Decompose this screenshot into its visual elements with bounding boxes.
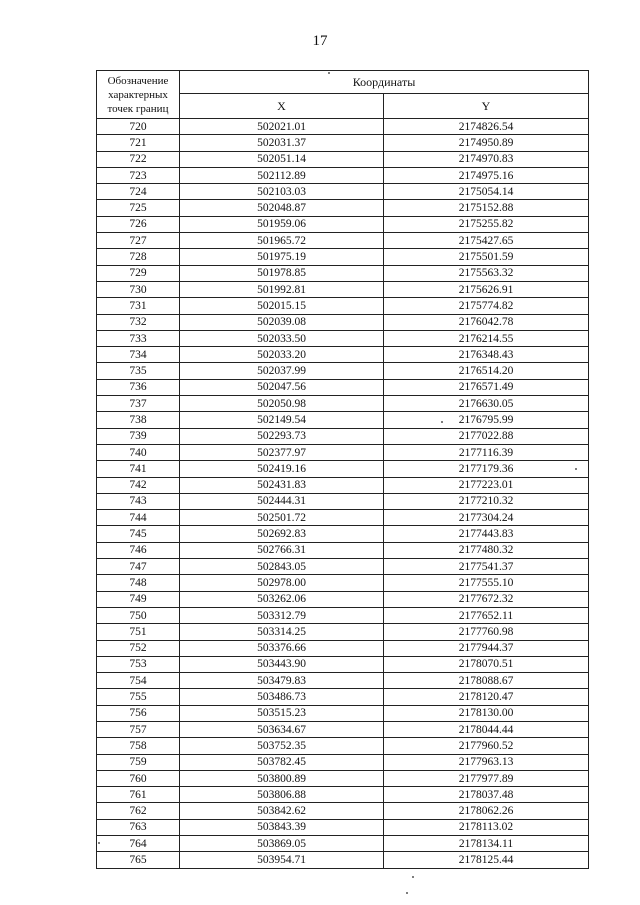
y-coordinate-cell: 2174975.16 [384, 167, 589, 183]
point-number-cell: 753 [97, 656, 180, 672]
y-coordinate-cell: 2178130.00 [384, 705, 589, 721]
x-coordinate-cell: 503486.73 [180, 689, 384, 705]
x-coordinate-cell: 501975.19 [180, 249, 384, 265]
x-coordinate-cell: 502015.15 [180, 298, 384, 314]
table-row [97, 428, 589, 444]
table-row [97, 379, 589, 395]
header-y: Y [384, 94, 589, 119]
point-number-cell: 745 [97, 526, 180, 542]
table-row [97, 265, 589, 281]
table-row [97, 184, 589, 200]
x-coordinate-cell: 502051.14 [180, 151, 384, 167]
table-header [97, 71, 589, 119]
table-row [97, 607, 589, 623]
point-number-cell: 736 [97, 379, 180, 395]
point-number-cell: 732 [97, 314, 180, 330]
point-number-cell: 756 [97, 705, 180, 721]
scan-speck [98, 842, 100, 844]
x-coordinate-cell: 502033.20 [180, 347, 384, 363]
point-number-cell: 761 [97, 787, 180, 803]
point-number-cell: 765 [97, 852, 180, 868]
x-coordinate-cell: 501965.72 [180, 233, 384, 249]
y-coordinate-cell: 2175626.91 [384, 281, 589, 297]
point-number-cell: 725 [97, 200, 180, 216]
y-coordinate-cell: 2177960.52 [384, 738, 589, 754]
x-coordinate-cell: 502112.89 [180, 167, 384, 183]
table-row [97, 803, 589, 819]
x-coordinate-cell: 502766.31 [180, 542, 384, 558]
point-number-cell: 737 [97, 396, 180, 412]
scan-speck [406, 892, 408, 894]
table-row [97, 461, 589, 477]
table-row [97, 656, 589, 672]
y-coordinate-cell: 2178120.47 [384, 689, 589, 705]
y-coordinate-cell: 2175501.59 [384, 249, 589, 265]
scan-speck [412, 876, 414, 878]
y-coordinate-cell: 2178044.44 [384, 721, 589, 737]
x-coordinate-cell: 503869.05 [180, 836, 384, 852]
table-row [97, 787, 589, 803]
point-number-cell: 763 [97, 819, 180, 835]
y-coordinate-cell: 2177179.36 [384, 461, 589, 477]
table-row [97, 591, 589, 607]
point-number-cell: 744 [97, 510, 180, 526]
point-number-cell: 758 [97, 738, 180, 754]
x-coordinate-cell: 502843.05 [180, 559, 384, 575]
x-coordinate-cell: 503312.79 [180, 607, 384, 623]
coordinates-table [96, 70, 589, 869]
x-coordinate-cell: 503479.83 [180, 673, 384, 689]
table-row [97, 249, 589, 265]
x-coordinate-cell: 503954.71 [180, 852, 384, 868]
scan-speck [575, 468, 577, 470]
y-coordinate-cell: 2175152.88 [384, 200, 589, 216]
point-number-cell: 742 [97, 477, 180, 493]
point-number-cell: 726 [97, 216, 180, 232]
x-coordinate-cell: 503800.89 [180, 770, 384, 786]
x-coordinate-cell: 502431.83 [180, 477, 384, 493]
y-coordinate-cell: 2177944.37 [384, 640, 589, 656]
point-number-cell: 741 [97, 461, 180, 477]
page-number: 17 [312, 33, 328, 49]
x-coordinate-cell: 502048.87 [180, 200, 384, 216]
y-coordinate-cell: 2178113.02 [384, 819, 589, 835]
y-coordinate-cell: 2178062.26 [384, 803, 589, 819]
y-coordinate-cell: 2175774.82 [384, 298, 589, 314]
table-row [97, 705, 589, 721]
y-coordinate-cell: 2177480.32 [384, 542, 589, 558]
y-coordinate-cell: 2177304.24 [384, 510, 589, 526]
table-row [97, 281, 589, 297]
point-number-cell: 740 [97, 444, 180, 460]
y-coordinate-cell: 2177555.10 [384, 575, 589, 591]
point-number-cell: 759 [97, 754, 180, 770]
table-row [97, 412, 589, 428]
table-row [97, 836, 589, 852]
table-row [97, 721, 589, 737]
point-number-cell: 760 [97, 770, 180, 786]
y-coordinate-cell: 2177963.13 [384, 754, 589, 770]
point-number-cell: 755 [97, 689, 180, 705]
y-coordinate-cell: 2175563.32 [384, 265, 589, 281]
x-coordinate-cell: 501978.85 [180, 265, 384, 281]
table-row [97, 216, 589, 232]
x-coordinate-cell: 503443.90 [180, 656, 384, 672]
table-row [97, 298, 589, 314]
point-number-cell: 754 [97, 673, 180, 689]
table-row [97, 444, 589, 460]
table-row [97, 330, 589, 346]
point-number-cell: 730 [97, 281, 180, 297]
point-number-cell: 727 [97, 233, 180, 249]
y-coordinate-cell: 2177977.89 [384, 770, 589, 786]
y-coordinate-cell: 2176514.20 [384, 363, 589, 379]
point-number-cell: 733 [97, 330, 180, 346]
y-coordinate-cell: 2178070.51 [384, 656, 589, 672]
point-number-cell: 722 [97, 151, 180, 167]
y-coordinate-cell: 2174826.54 [384, 119, 589, 135]
y-coordinate-cell: 2178125.44 [384, 852, 589, 868]
x-coordinate-cell: 502103.03 [180, 184, 384, 200]
point-number-cell: 723 [97, 167, 180, 183]
point-number-cell: 734 [97, 347, 180, 363]
x-coordinate-cell: 502031.37 [180, 135, 384, 151]
x-coordinate-cell: 502149.54 [180, 412, 384, 428]
x-coordinate-cell: 502047.56 [180, 379, 384, 395]
y-coordinate-cell: 2175054.14 [384, 184, 589, 200]
x-coordinate-cell: 503314.25 [180, 624, 384, 640]
point-number-cell: 739 [97, 428, 180, 444]
table-row [97, 819, 589, 835]
y-coordinate-cell: 2177672.32 [384, 591, 589, 607]
table-row [97, 689, 589, 705]
point-number-cell: 729 [97, 265, 180, 281]
y-coordinate-cell: 2177022.88 [384, 428, 589, 444]
y-coordinate-cell: 2177541.37 [384, 559, 589, 575]
x-coordinate-cell: 503376.66 [180, 640, 384, 656]
x-coordinate-cell: 502021.01 [180, 119, 384, 135]
table-row [97, 493, 589, 509]
table-row [97, 119, 589, 135]
y-coordinate-cell: 2175427.65 [384, 233, 589, 249]
point-number-cell: 751 [97, 624, 180, 640]
y-coordinate-cell: 2176630.05 [384, 396, 589, 412]
point-number-cell: 720 [97, 119, 180, 135]
x-coordinate-cell: 503515.23 [180, 705, 384, 721]
x-coordinate-cell: 502444.31 [180, 493, 384, 509]
table-row [97, 477, 589, 493]
table-row [97, 347, 589, 363]
x-coordinate-cell: 502037.99 [180, 363, 384, 379]
point-number-cell: 738 [97, 412, 180, 428]
y-coordinate-cell: 2176571.49 [384, 379, 589, 395]
table-row [97, 314, 589, 330]
x-coordinate-cell: 503262.06 [180, 591, 384, 607]
y-coordinate-cell: 2174970.83 [384, 151, 589, 167]
table-row [97, 852, 589, 868]
x-coordinate-cell: 503752.35 [180, 738, 384, 754]
point-number-cell: 749 [97, 591, 180, 607]
y-coordinate-cell: 2177443.83 [384, 526, 589, 542]
y-coordinate-cell: 2176348.43 [384, 347, 589, 363]
point-number-cell: 728 [97, 249, 180, 265]
table-row [97, 624, 589, 640]
table-row [97, 363, 589, 379]
y-coordinate-cell: 2178088.67 [384, 673, 589, 689]
table-row [97, 151, 589, 167]
table-row [97, 738, 589, 754]
x-coordinate-cell: 502419.16 [180, 461, 384, 477]
point-number-cell: 724 [97, 184, 180, 200]
point-number-cell: 752 [97, 640, 180, 656]
table-body [97, 119, 589, 869]
x-coordinate-cell: 502692.83 [180, 526, 384, 542]
y-coordinate-cell: 2177760.98 [384, 624, 589, 640]
header-x: X [180, 94, 384, 119]
point-number-cell: 746 [97, 542, 180, 558]
point-number-cell: 721 [97, 135, 180, 151]
table-row [97, 754, 589, 770]
table-row [97, 542, 589, 558]
point-number-cell: 748 [97, 575, 180, 591]
table-row [97, 167, 589, 183]
y-coordinate-cell: 2176795.99 [384, 412, 589, 428]
point-number-cell: 743 [97, 493, 180, 509]
x-coordinate-cell: 502377.97 [180, 444, 384, 460]
y-coordinate-cell: 2177223.01 [384, 477, 589, 493]
y-coordinate-cell: 2176042.78 [384, 314, 589, 330]
x-coordinate-cell: 502039.08 [180, 314, 384, 330]
y-coordinate-cell: 2174950.89 [384, 135, 589, 151]
point-number-cell: 731 [97, 298, 180, 314]
point-number-cell: 735 [97, 363, 180, 379]
x-coordinate-cell: 502033.50 [180, 330, 384, 346]
x-coordinate-cell: 503842.62 [180, 803, 384, 819]
x-coordinate-cell: 501992.81 [180, 281, 384, 297]
scan-speck [328, 72, 330, 74]
x-coordinate-cell: 503843.39 [180, 819, 384, 835]
table-row [97, 510, 589, 526]
y-coordinate-cell: 2176214.55 [384, 330, 589, 346]
y-coordinate-cell: 2177116.39 [384, 444, 589, 460]
table-row [97, 673, 589, 689]
y-coordinate-cell: 2175255.82 [384, 216, 589, 232]
point-number-cell: 764 [97, 836, 180, 852]
point-number-cell: 762 [97, 803, 180, 819]
table-row [97, 135, 589, 151]
x-coordinate-cell: 502050.98 [180, 396, 384, 412]
y-coordinate-cell: 2178134.11 [384, 836, 589, 852]
table-row [97, 575, 589, 591]
x-coordinate-cell: 502501.72 [180, 510, 384, 526]
table-row [97, 770, 589, 786]
y-coordinate-cell: 2177210.32 [384, 493, 589, 509]
table-row [97, 200, 589, 216]
scan-speck [441, 421, 443, 423]
table-row [97, 640, 589, 656]
x-coordinate-cell: 503806.88 [180, 787, 384, 803]
header-designation: Обозначение характерных точек границ [97, 71, 180, 119]
point-number-cell: 750 [97, 607, 180, 623]
x-coordinate-cell: 502978.00 [180, 575, 384, 591]
x-coordinate-cell: 503634.67 [180, 721, 384, 737]
table-row [97, 396, 589, 412]
x-coordinate-cell: 502293.73 [180, 428, 384, 444]
y-coordinate-cell: 2177652.11 [384, 607, 589, 623]
y-coordinate-cell: 2178037.48 [384, 787, 589, 803]
point-number-cell: 757 [97, 721, 180, 737]
table-row [97, 559, 589, 575]
header-coordinates: Координаты [180, 71, 589, 94]
x-coordinate-cell: 503782.45 [180, 754, 384, 770]
x-coordinate-cell: 501959.06 [180, 216, 384, 232]
table-row [97, 526, 589, 542]
point-number-cell: 747 [97, 559, 180, 575]
table-row [97, 233, 589, 249]
